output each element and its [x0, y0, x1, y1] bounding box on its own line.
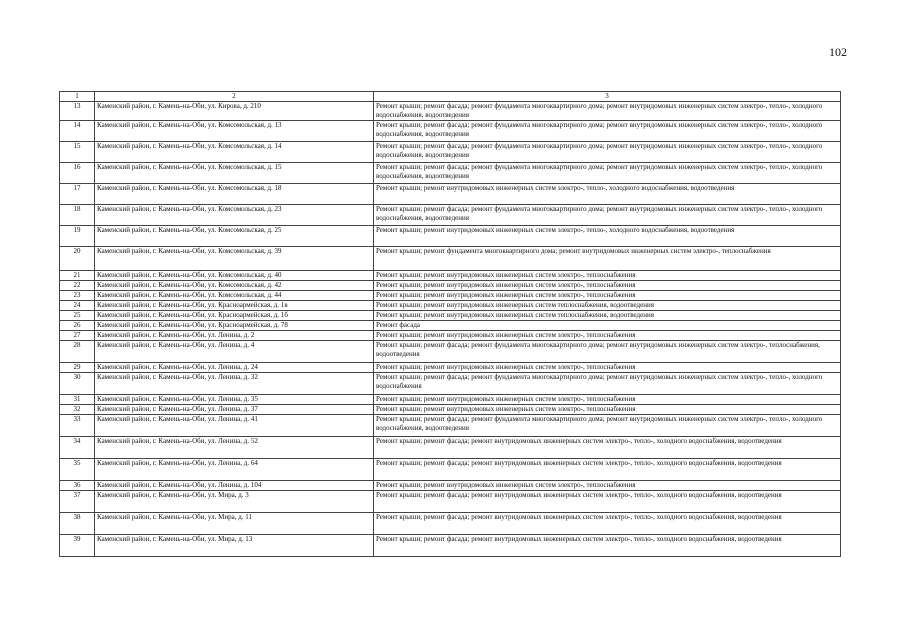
row-number-cell: 30 — [60, 373, 95, 395]
works-cell: Ремонт крыши; ремонт фасада; ремонт внутридомовых инженерных систем электро-, тепло-, холодного водоснабжения, водоотведения — [374, 459, 841, 481]
table-row — [60, 535, 841, 557]
works-cell: Ремонт крыши; ремонт внутридомовых инженерных систем электро-, теплоснабжения — [374, 363, 841, 373]
table-row — [60, 291, 841, 301]
header-col-3: 3 — [374, 92, 841, 102]
works-cell: Ремонт крыши; ремонт фасада; ремонт внутридомовых инженерных систем электро-, тепло-, холодного водоснабжения, водоотведения — [374, 513, 841, 535]
works-cell: Ремонт крыши; ремонт фасада; ремонт фундамента многоквартирного дома; ремонт внутридомовых инженерных систем электро-, тепло-, холодного водоснабжения, водоотведения — [374, 102, 841, 121]
row-number-cell: 37 — [60, 491, 95, 513]
row-number-cell: 28 — [60, 341, 95, 363]
address-cell: Каменский район, г. Камень-на-Оби, ул. Комсомольская, д. 13 — [95, 121, 374, 142]
row-number-cell: 33 — [60, 415, 95, 437]
address-cell: Каменский район, г. Камень-на-Оби, ул. Комсомольская, д. 25 — [95, 226, 374, 247]
address-cell: Каменский район, г. Камень-на-Оби, ул. Комсомольская, д. 44 — [95, 291, 374, 301]
row-number-cell: 20 — [60, 247, 95, 271]
table-header — [60, 92, 841, 102]
works-cell: Ремонт крыши; ремонт фасада; ремонт фундамента многоквартирного дома; ремонт внутридомовых инженерных систем электро-, тепло-, холодного водоснабжения, водоотведения — [374, 205, 841, 226]
works-cell: Ремонт крыши; ремонт фасада; ремонт фундамента многоквартирного дома; ремонт внутридомовых инженерных систем электро-, тепло-, холодного водоснабжения, водоотведения — [374, 142, 841, 163]
address-cell: Каменский район, г. Камень-на-Оби, ул. Комсомольская, д. 23 — [95, 205, 374, 226]
table-row — [60, 184, 841, 205]
address-cell: Каменский район, г. Камень-на-Оби, ул. Ленина, д. 37 — [95, 405, 374, 415]
table-row — [60, 415, 841, 437]
row-number-cell: 34 — [60, 437, 95, 459]
works-cell: Ремонт крыши; ремонт фасада; ремонт фундамента многоквартирного дома; ремонт внутридомовых инженерных систем электро-, тепло-, холодного водоснабжения, водоотведения — [374, 163, 841, 184]
row-number-cell: 24 — [60, 301, 95, 311]
works-cell: Ремонт крыши; ремонт фасада; ремонт внутридомовых инженерных систем электро-, тепло-, холодного водоснабжения, водоотведения — [374, 535, 841, 557]
address-cell: Каменский район, г. Камень-на-Оби, ул. Ленина, д. 24 — [95, 363, 374, 373]
works-cell: Ремонт крыши; ремонт фундамента многоквартирного дома; ремонт внутридомовых инженерных систем электро-, теплоснабжения — [374, 247, 841, 271]
table-row — [60, 395, 841, 405]
table-row — [60, 341, 841, 363]
table-row — [60, 121, 841, 142]
address-cell: Каменский район, г. Камень-на-Оби, ул. Ленина, д. 35 — [95, 395, 374, 405]
works-cell: Ремонт крыши; ремонт фасада; ремонт фундамента многоквартирного дома; ремонт внутридомовых инженерных систем электро-, тепло-, холодного водоснабжения, водоотведения — [374, 121, 841, 142]
table-row — [60, 331, 841, 341]
table-row — [60, 102, 841, 121]
row-number-cell: 13 — [60, 102, 95, 121]
table-row — [60, 513, 841, 535]
works-cell: Ремонт крыши; ремонт внутридомовых инженерных систем электро-, теплоснабжения — [374, 331, 841, 341]
table-row — [60, 459, 841, 481]
row-number-cell: 31 — [60, 395, 95, 405]
row-number-cell: 22 — [60, 281, 95, 291]
row-number-cell: 29 — [60, 363, 95, 373]
address-cell: Каменский район, г. Камень-на-Оби, ул. Мира, д. 3 — [95, 491, 374, 513]
table-row — [60, 481, 841, 491]
address-cell: Каменский район, г. Камень-на-Оби, ул. Комсомольская, д. 40 — [95, 271, 374, 281]
header-row — [60, 92, 841, 102]
works-cell: Ремонт крыши; ремонт фасада; ремонт фундамента многоквартирного дома; ремонт внутридомовых инженерных систем электро-, теплоснабжения, водоотведения — [374, 341, 841, 363]
works-cell: Ремонт крыши; ремонт внутридомовых инженерных систем электро-, теплоснабжения — [374, 395, 841, 405]
page-number: 102 — [829, 45, 847, 59]
works-cell: Ремонт крыши; ремонт внутридомовых инженерных систем электро-, теплоснабжения — [374, 281, 841, 291]
address-cell: Каменский район, г. Камень-на-Оби, ул. Комсомольская, д. 14 — [95, 142, 374, 163]
row-number-cell: 23 — [60, 291, 95, 301]
row-number-cell: 36 — [60, 481, 95, 491]
address-cell: Каменский район, г. Камень-на-Оби, ул. Красноармейская, д. 78 — [95, 321, 374, 331]
table-row — [60, 363, 841, 373]
row-number-cell: 25 — [60, 311, 95, 321]
address-cell: Каменский район, г. Камень-на-Оби, ул. Комсомольская, д. 15 — [95, 163, 374, 184]
works-cell: Ремонт крыши; ремонт фасада; ремонт внутридомовых инженерных систем электро-, тепло-, холодного водоснабжения, водоотведения — [374, 491, 841, 513]
address-cell: Каменский район, г. Камень-на-Оби, ул. Ленина, д. 2 — [95, 331, 374, 341]
works-cell: Ремонт крыши; ремонт внутридомовых инженерных систем электро-, теплоснабжения — [374, 481, 841, 491]
table-row — [60, 271, 841, 281]
address-cell: Каменский район, г. Камень-на-Оби, ул. Кирова, д. 210 — [95, 102, 374, 121]
header-col-2: 2 — [95, 92, 374, 102]
address-cell: Каменский район, г. Камень-на-Оби, ул. Красноармейская, д. 1в — [95, 301, 374, 311]
works-cell: Ремонт крыши; ремонт фасада; ремонт внутридомовых инженерных систем электро-, тепло-, холодного водоснабжения, водоотведения — [374, 437, 841, 459]
address-cell: Каменский район, г. Камень-на-Оби, ул. Ленина, д. 32 — [95, 373, 374, 395]
table-row — [60, 205, 841, 226]
row-number-cell: 26 — [60, 321, 95, 331]
row-number-cell: 19 — [60, 226, 95, 247]
row-number-cell: 15 — [60, 142, 95, 163]
address-cell: Каменский район, г. Камень-на-Оби, ул. Мира, д. 13 — [95, 535, 374, 557]
repair-program-table — [59, 91, 841, 557]
address-cell: Каменский район, г. Камень-на-Оби, ул. Красноармейская, д. 1б — [95, 311, 374, 321]
row-number-cell: 38 — [60, 513, 95, 535]
row-number-cell: 35 — [60, 459, 95, 481]
table-row — [60, 491, 841, 513]
works-cell: Ремонт крыши; ремонт внутридомовых инженерных систем теплоснабжения, водоотведения — [374, 311, 841, 321]
works-cell: Ремонт крыши; ремонт внутридомовых инженерных систем электро-, тепло-, холодного водоснабжения, водоотведения — [374, 226, 841, 247]
table-row — [60, 226, 841, 247]
row-number-cell: 17 — [60, 184, 95, 205]
works-cell: Ремонт крыши; ремонт внутридомовых инженерных систем электро-, тепло-, холодного водоснабжения, водоотведения — [374, 184, 841, 205]
row-number-cell: 39 — [60, 535, 95, 557]
row-number-cell: 16 — [60, 163, 95, 184]
address-cell: Каменский район, г. Камень-на-Оби, ул. Ленина, д. 52 — [95, 437, 374, 459]
works-cell: Ремонт крыши; ремонт фасада; ремонт фундамента многоквартирного дома; ремонт внутридомовых инженерных систем электро-, тепло-, холодного водоснабжения, водоотведения — [374, 415, 841, 437]
works-cell: Ремонт крыши; ремонт внутридомовых инженерных систем электро-, теплоснабжения — [374, 291, 841, 301]
row-number-cell: 27 — [60, 331, 95, 341]
address-cell: Каменский район, г. Камень-на-Оби, ул. Комсомольская, д. 42 — [95, 281, 374, 291]
row-number-cell: 21 — [60, 271, 95, 281]
address-cell: Каменский район, г. Камень-на-Оби, ул. Мира, д. 11 — [95, 513, 374, 535]
works-cell: Ремонт крыши; ремонт фасада; ремонт фундамента многоквартирного дома; ремонт внутридомовых инженерных систем электро-, тепло-, холодного водоснабжения — [374, 373, 841, 395]
table-row — [60, 405, 841, 415]
row-number-cell: 18 — [60, 205, 95, 226]
table-row — [60, 437, 841, 459]
table-row — [60, 142, 841, 163]
address-cell: Каменский район, г. Камень-на-Оби, ул. Ленина, д. 4 — [95, 341, 374, 363]
works-cell: Ремонт крыши; ремонт внутридомовых инженерных систем электро-, теплоснабжения — [374, 405, 841, 415]
table-row — [60, 301, 841, 311]
table-row — [60, 321, 841, 331]
works-cell: Ремонт крыши; ремонт внутридомовых инженерных систем теплоснабжения, водоотведения — [374, 301, 841, 311]
address-cell: Каменский район, г. Камень-на-Оби, ул. Ленина, д. 41 — [95, 415, 374, 437]
row-number-cell: 32 — [60, 405, 95, 415]
works-cell: Ремонт крыши; ремонт внутридомовых инженерных систем электро-, теплоснабжения — [374, 271, 841, 281]
address-cell: Каменский район, г. Камень-на-Оби, ул. Комсомольская, д. 39 — [95, 247, 374, 271]
table-row — [60, 247, 841, 271]
address-cell: Каменский район, г. Камень-на-Оби, ул. Комсомольская, д. 18 — [95, 184, 374, 205]
row-number-cell: 14 — [60, 121, 95, 142]
table-row — [60, 281, 841, 291]
address-cell: Каменский район, г. Камень-на-Оби, ул. Ленина, д. 104 — [95, 481, 374, 491]
table-row — [60, 163, 841, 184]
address-cell: Каменский район, г. Камень-на-Оби, ул. Ленина, д. 64 — [95, 459, 374, 481]
header-col-1: 1 — [60, 92, 95, 102]
table-body — [60, 102, 841, 557]
works-cell: Ремонт фасада — [374, 321, 841, 331]
table-row — [60, 373, 841, 395]
table-row — [60, 311, 841, 321]
